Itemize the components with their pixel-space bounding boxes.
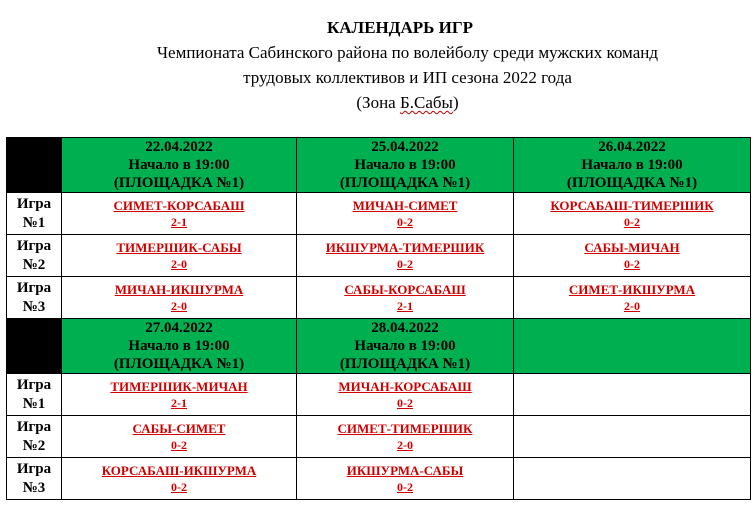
day-header [62,138,297,193]
match-teams-link[interactable]: КОРСАБАШ-ИКШУРМА [101,463,257,478]
match-cell[interactable] [297,193,514,235]
match-cell[interactable] [62,416,297,458]
match-cell[interactable] [297,416,514,458]
day-venue: (ПЛОЩАДКА №1) [113,356,245,372]
zone-name: Б.Сабы [399,93,453,112]
match-cell[interactable] [62,277,297,319]
block2-header-row [7,319,751,374]
empty-cell [514,374,751,416]
zone-open: (Зона [356,93,400,112]
empty-cell [514,416,751,458]
match-teams-link[interactable]: СИМЕТ-ТИМЕРШИК [337,421,473,436]
match-teams-link[interactable]: САБЫ-КОРСАБАШ [344,282,466,297]
corner-cell [7,319,62,374]
match-score-link[interactable]: 0-2 [397,396,413,410]
match-cell[interactable] [297,374,514,416]
match-teams-link[interactable]: МИЧАН-ИКШУРМА [114,282,244,297]
day-header [297,319,514,374]
day-header [514,138,751,193]
table-row [7,235,751,277]
subtitle-line-1: Чемпионата Сабинского района по волейболу среди мужских команд [156,43,658,62]
match-score-link[interactable]: 2-1 [397,299,413,313]
day-date: 26.04.2022 [598,139,666,155]
match-score-link[interactable]: 0-2 [397,215,413,229]
table-row [7,458,751,500]
match-score-link[interactable]: 2-0 [171,299,187,313]
match-cell[interactable] [62,374,297,416]
day-date: 27.04.2022 [145,320,213,336]
match-score-link[interactable]: 2-1 [171,215,187,229]
match-teams-link[interactable]: СИМЕТ-КОРСАБАШ [113,198,245,213]
day-venue: (ПЛОЩАДКА №1) [566,175,698,191]
match-teams-link[interactable]: САБЫ-МИЧАН [584,240,680,255]
match-teams-link[interactable]: ТИМЕРШИК-САБЫ [116,240,242,255]
match-cell[interactable] [514,235,751,277]
table-row [7,277,751,319]
match-score-link[interactable]: 0-2 [624,257,640,271]
game-label: Игра №3 [7,277,62,319]
game-label: Игра №1 [7,374,62,416]
day-venue: (ПЛОЩАДКА №1) [339,356,471,372]
day-header [297,138,514,193]
match-teams-link[interactable]: ТИМЕРШИК-МИЧАН [110,379,248,394]
table-row [7,193,751,235]
day-header-empty [514,319,751,374]
day-date: 22.04.2022 [145,139,213,155]
match-cell[interactable] [62,193,297,235]
match-teams-link[interactable]: САБЫ-СИМЕТ [132,421,226,436]
day-date: 28.04.2022 [371,320,439,336]
match-score-link[interactable]: 0-2 [624,215,640,229]
match-score-link[interactable]: 0-2 [397,257,413,271]
match-score-link[interactable]: 2-0 [397,438,413,452]
match-cell[interactable] [297,235,514,277]
day-start: Начало в 19:00 [354,157,456,173]
match-teams-link[interactable]: СИМЕТ-ИКШУРМА [568,282,696,297]
empty-cell [514,458,751,500]
match-score-link[interactable]: 0-2 [397,480,413,494]
game-label: Игра №1 [7,193,62,235]
day-header [62,319,297,374]
match-cell[interactable] [297,277,514,319]
day-date: 25.04.2022 [371,139,439,155]
schedule-table [6,137,751,500]
subtitle-line-2: трудовых коллективов и ИП сезона 2022 года [243,68,572,87]
day-venue: (ПЛОЩАДКА №1) [339,175,471,191]
day-start: Начало в 19:00 [128,338,230,354]
match-teams-link[interactable]: МИЧАН-СИМЕТ [352,198,458,213]
match-cell[interactable] [62,458,297,500]
corner-cell [7,138,62,193]
match-cell[interactable] [62,235,297,277]
block1-header-row [7,138,751,193]
day-start: Начало в 19:00 [128,157,230,173]
match-score-link[interactable]: 0-2 [171,438,187,452]
day-start: Начало в 19:00 [354,338,456,354]
game-label: Игра №2 [7,416,62,458]
day-start: Начало в 19:00 [581,157,683,173]
match-score-link[interactable]: 2-0 [171,257,187,271]
zone-close: ) [452,93,459,112]
game-label: Игра №3 [7,458,62,500]
page-title: КАЛЕНДАРЬ ИГР [326,18,474,37]
match-score-link[interactable]: 2-0 [624,299,640,313]
match-cell[interactable] [514,277,751,319]
match-score-link[interactable]: 2-1 [171,396,187,410]
match-cell[interactable] [297,458,514,500]
match-teams-link[interactable]: ИКШУРМА-ТИМЕРШИК [325,240,485,255]
match-teams-link[interactable]: МИЧАН-КОРСАБАШ [338,379,472,394]
match-teams-link[interactable]: ИКШУРМА-САБЫ [346,463,464,478]
match-cell[interactable] [514,193,751,235]
game-label: Игра №2 [7,235,62,277]
match-score-link[interactable]: 0-2 [171,480,187,494]
match-teams-link[interactable]: КОРСАБАШ-ТИМЕРШИК [550,198,714,213]
subtitle-line-3 [0,93,755,113]
day-venue: (ПЛОЩАДКА №1) [113,175,245,191]
table-row [7,374,751,416]
table-row [7,416,751,458]
